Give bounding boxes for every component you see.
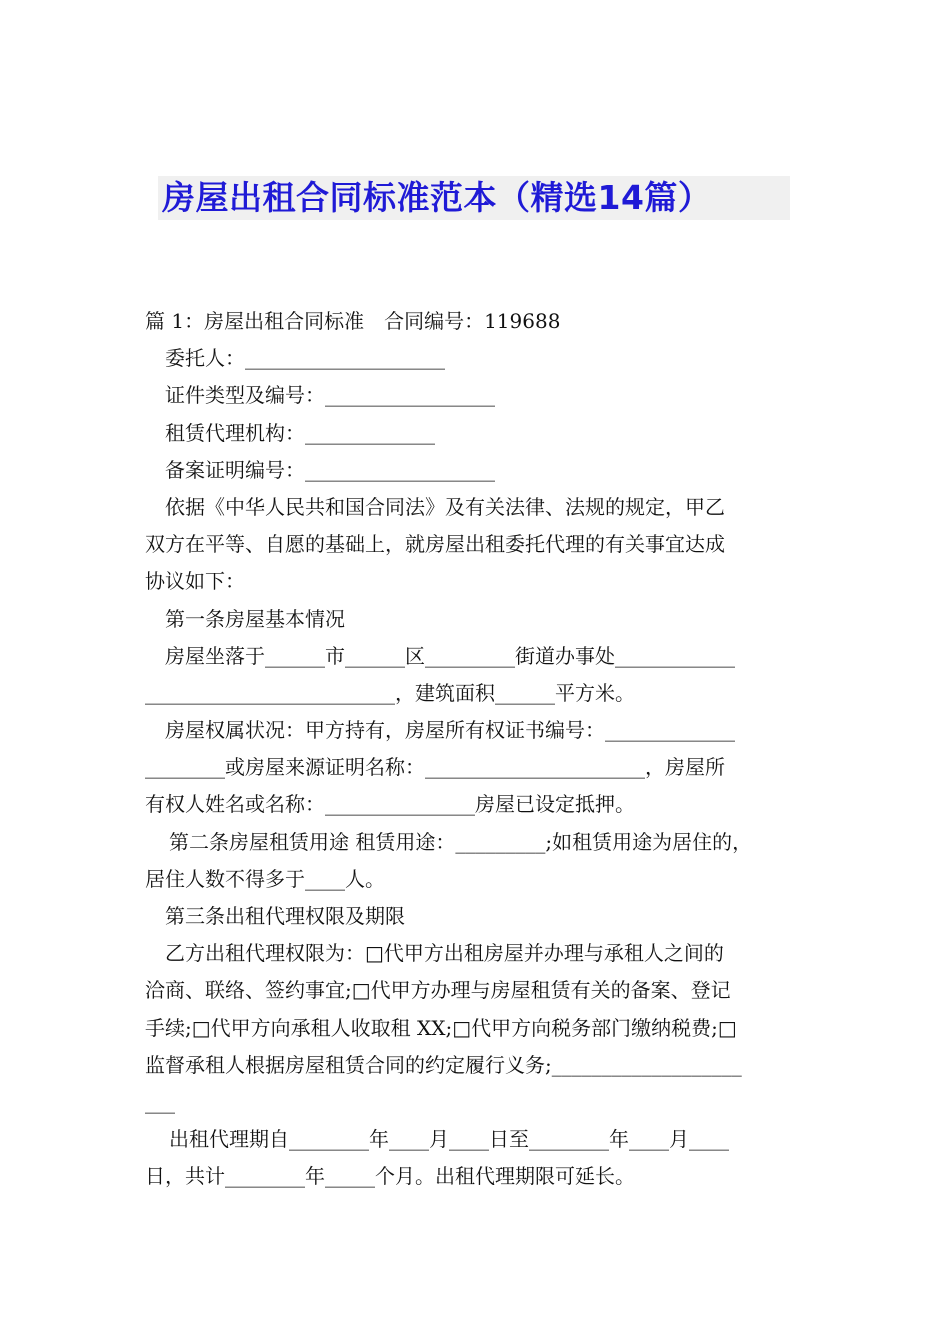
field-id-type: 证件类型及编号：_________________ [165, 383, 495, 408]
paragraph-line: _________________________，建筑面积______平方米。 [145, 680, 635, 705]
paragraph-line: 双方在平等、自愿的基础上，就房屋出租委托代理的有关事宜达成 [145, 532, 725, 557]
paragraph-line: ___ [145, 1089, 175, 1114]
field-agency: 租赁代理机构：_____________ [165, 420, 435, 445]
paragraph-line: ________或房屋来源证明名称：______________________，房屋所 [145, 755, 725, 780]
paragraph-line: 房屋坐落于______市______区_________街道办事处____________ [165, 643, 735, 668]
field-client: 委托人：____________________ [165, 346, 445, 371]
paragraph-line: 有权人姓名或名称：_______________房屋已设定抵押。 [145, 792, 635, 817]
paragraph-line: 居住人数不得多于____人。 [145, 866, 385, 891]
article-heading: 第一条房屋基本情况 [165, 606, 345, 631]
document-title: 房屋出租合同标准范本（精选14篇） [162, 178, 712, 217]
field-record-number: 备案证明编号：___________________ [165, 457, 495, 482]
paragraph-line: 依据《中华人民共和国合同法》及有关法律、法规的规定，甲乙 [165, 494, 725, 519]
paragraph-line: 洽商、联络、签约事宜;□代甲方办理与房屋租赁有关的备案、登记 [145, 978, 731, 1003]
document-body [145, 303, 815, 1196]
paragraph-line: 出租代理期自________年____月____日至________年____月____ [169, 1127, 729, 1152]
article-heading: 第三条出租代理权限及期限 [165, 904, 405, 928]
paragraph-line: 乙方出租代理权限为：□代甲方出租房屋并办理与承租人之间的 [165, 941, 724, 966]
paragraph-line: 监督承租人根据房屋租赁合同的约定履行义务;___________________ [145, 1052, 742, 1077]
paragraph-line: 日，共计________年_____个月。出租代理期限可延长。 [145, 1164, 635, 1189]
paragraph-line: 房屋权属状况：甲方持有，房屋所有权证书编号：_____________ [165, 718, 735, 743]
article-heading: 第二条房屋租赁用途 租赁用途：_________;如租赁用途为居住的， [169, 829, 753, 854]
paragraph-line: 协议如下： [145, 569, 245, 594]
paragraph-line: 手续;□代甲方向承租人收取租 XX;□代甲方向税务部门缴纳税费;□ [145, 1015, 737, 1040]
section-heading: 篇 1：房屋出租合同标准 合同编号：119688 [145, 309, 561, 333]
